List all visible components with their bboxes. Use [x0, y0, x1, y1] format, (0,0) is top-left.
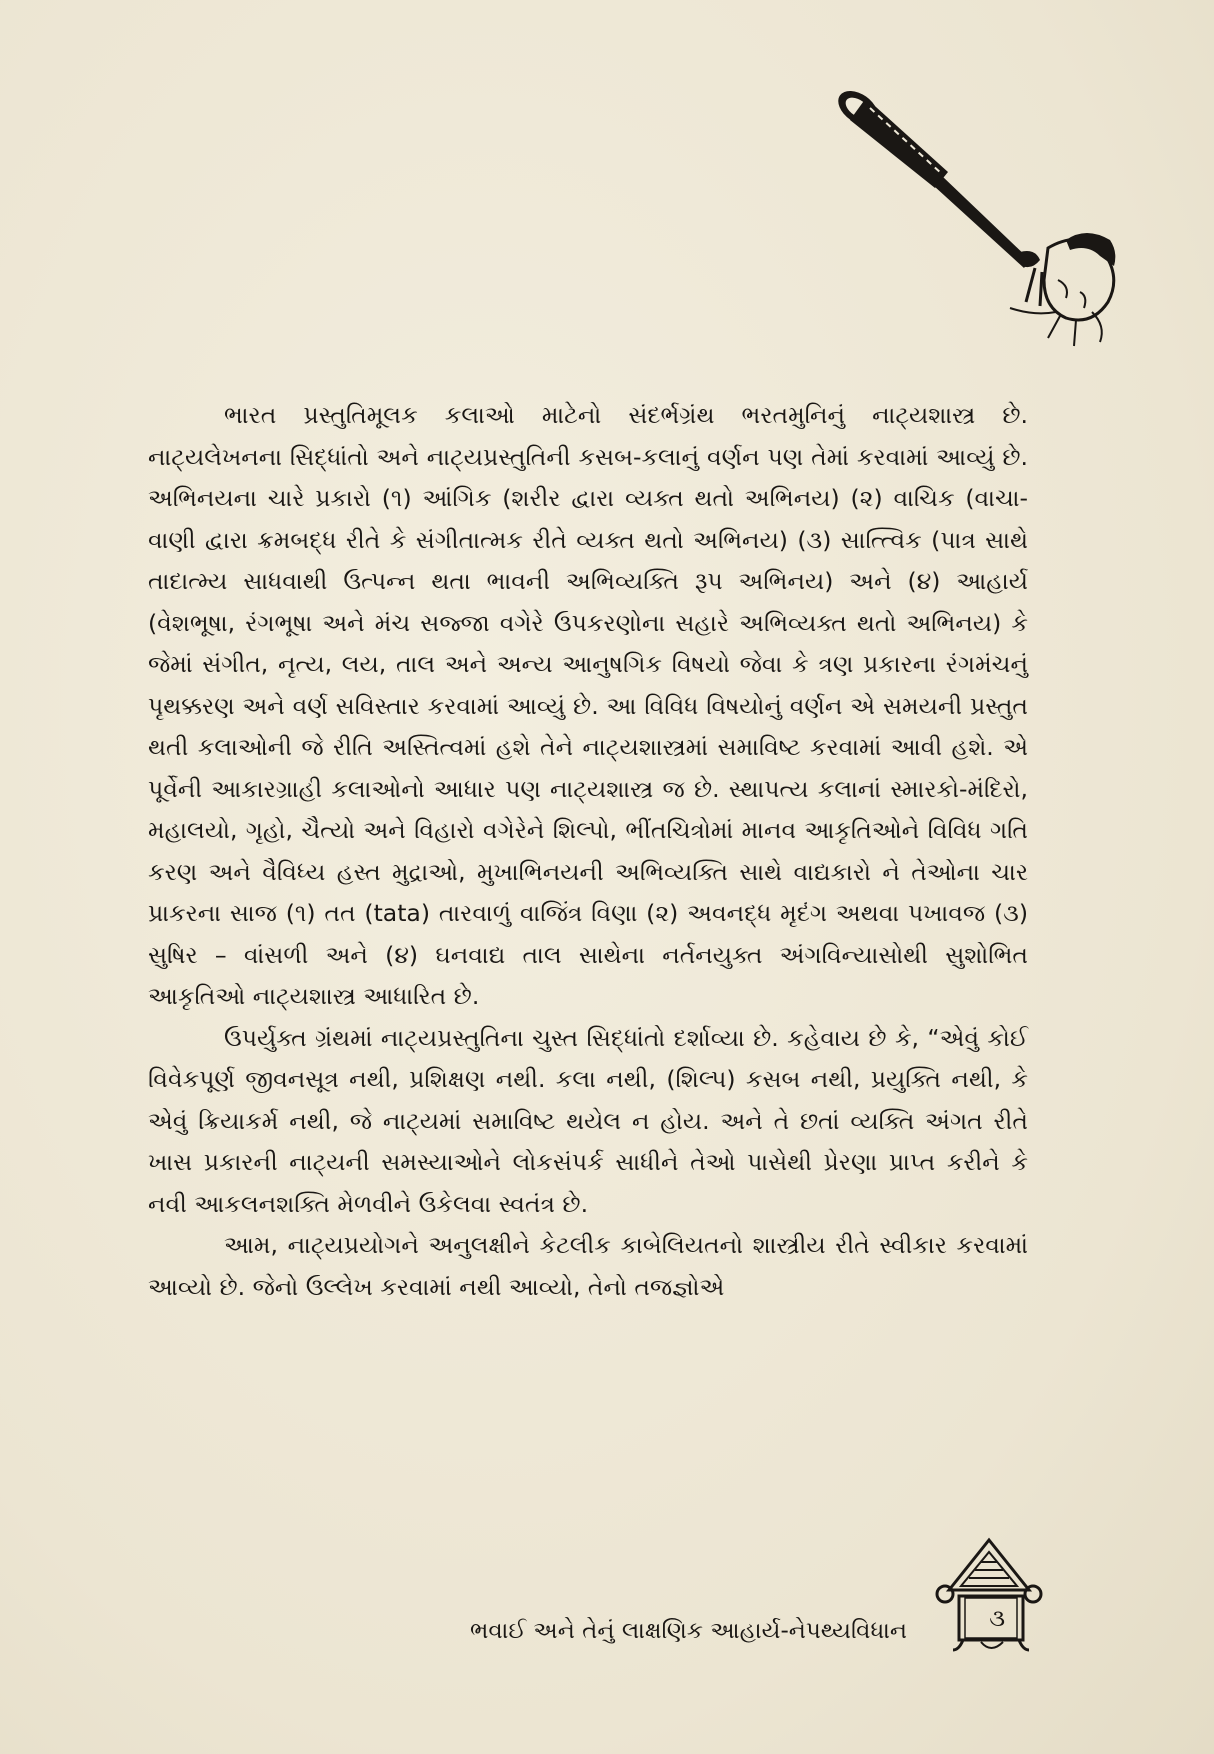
paragraph-2: ઉપર્યુક્ત ગ્રંથમાં નાટ્યપ્રસ્તુતિના ચુસ્ત સિદ્ધાંતો દર્શાવ્યા છે. કહેવાય છે કે, “એવું કોઈ વિવેકપૂર્ણ જીવનસૂત્ર નથી, પ્રશિક્ષણ નથી. કલા નથી, (શિલ્પ) કસબ નથી, પ્રયુક્તિ નથી, કે એવું ક્રિયાકર્મ નથી, જે નાટ્યમાં સમાવિષ્ટ થયેલ ન હોય. અને તે છતાં વ્યક્તિ અંગત રીતે ખાસ પ્રકારની નાટ્યની સમસ્યાઓને લોકસંપર્ક સાધીને તેઓ પાસેથી પ્રેરણા પ્રાપ્ત કરીને કે નવી આકલનશક્તિ મેળવીને ઉકેલવા સ્વતંત્ર છે.	[148, 1023, 1028, 1218]
ornamental-frame-icon	[919, 1532, 1059, 1657]
page-number: ૩	[989, 1604, 1006, 1632]
running-title: ભવાઈ અને તેનું લાક્ષણિક આહાર્ય-નેપથ્યવિધાન	[470, 1617, 908, 1644]
paragraph-1: ભારત પ્રસ્તુતિમૂલક કલાઓ માટેનો સંદર્ભગ્રંથ ભરતમુનિનું નાટ્યશાસ્ત્ર છે. નાટ્યલેખનના સિદ્ધાંતો અને નાટ્યપ્રસ્તુતિની કસબ-કલાનું વર્ણન પણ તેમાં કરવામાં આવ્યું છે. અભિનયના ચારે પ્રકારો (૧) આંગિક (શરીર દ્વારા વ્યક્ત થતો અભિનય) (૨) વાચિક (વાચા-વાણી દ્વારા ક્રમબદ્ધ રીતે કે સંગીતાત્મક રીતે વ્યક્ત થતો અભિનય) (૩) સાત્ત્વિક (પાત્ર સાથે તાદાત્મ્ય સાધવાથી ઉત્પન્ન થતા ભાવની અભિવ્યક્તિ રૂપ અભિનય) અને (૪) આહાર્ય (વેશભૂષા, રંગભૂષા અને મંચ સજ્જા વગેરે ઉપકરણોના સહારે અભિવ્યક્ત થતો અભિનય) કે જેમાં સંગીત, નૃત્ય, લય, તાલ અને અન્ય આનુષગિક વિષયો જેવા કે ત્રણ પ્રકારના રંગમંચનું પૃથક્કરણ અને વર્ણ સવિસ્તાર કરવામાં આવ્યું છે. આ વિવિધ વિષયોનું વર્ણન એ સમયની પ્રસ્તુત થતી કલાઓની જે રીતિ અસ્તિત્વમાં હશે તેને નાટ્યશાસ્ત્રમાં સમાવિષ્ટ કરવામાં આવી હશે. એ પૂર્વેની આકારગ્રાહી કલાઓનો આધાર પણ નાટ્યશાસ્ત્ર જ છે. સ્થાપત્ય કલાનાં સ્મારકો-મંદિરો, મહાલયો, ગૃહો, ચૈત્યો અને વિહારો વગેરેને શિલ્પો, ભીંતચિત્રોમાં માનવ આકૃતિઓને વિવિધ ગતિ કરણ અને વૈવિધ્ય હસ્ત મુદ્રાઓ, મુખાભિનયની અભિવ્યક્તિ સાથે વાદ્યકારો ને તેઓના ચાર પ્રાકરના સાજ (૧) તત (tata) તારવાળું વાજિંત્ર વિણા (૨) અવનદ્ધ મૃદંગ અથવા પખાવજ (૩) સુષિર – વાંસળી અને (૪) ઘનવાદ્ય તાલ સાથેના નર્તનયુક્ત અંગવિન્યાસોથી સુશોભિત આકૃતિઓ નાટ્યશાસ્ત્ર આધારિત છે.	[148, 401, 1028, 1010]
paragraph-3: આમ, નાટ્યપ્રયોગને અનુલક્ષીને કેટલીક કાબેલિયતનો શાસ્ત્રીય રીતે સ્વીકાર કરવામાં આવ્યો છે. જેનો ઉલ્લેખ કરવામાં નથી આવ્યો, તેનો તજજ્ઞોએ	[148, 1231, 1028, 1301]
horn-player-illustration	[830, 80, 1150, 380]
body-text	[148, 395, 1028, 1308]
page-footer	[470, 1604, 1059, 1657]
